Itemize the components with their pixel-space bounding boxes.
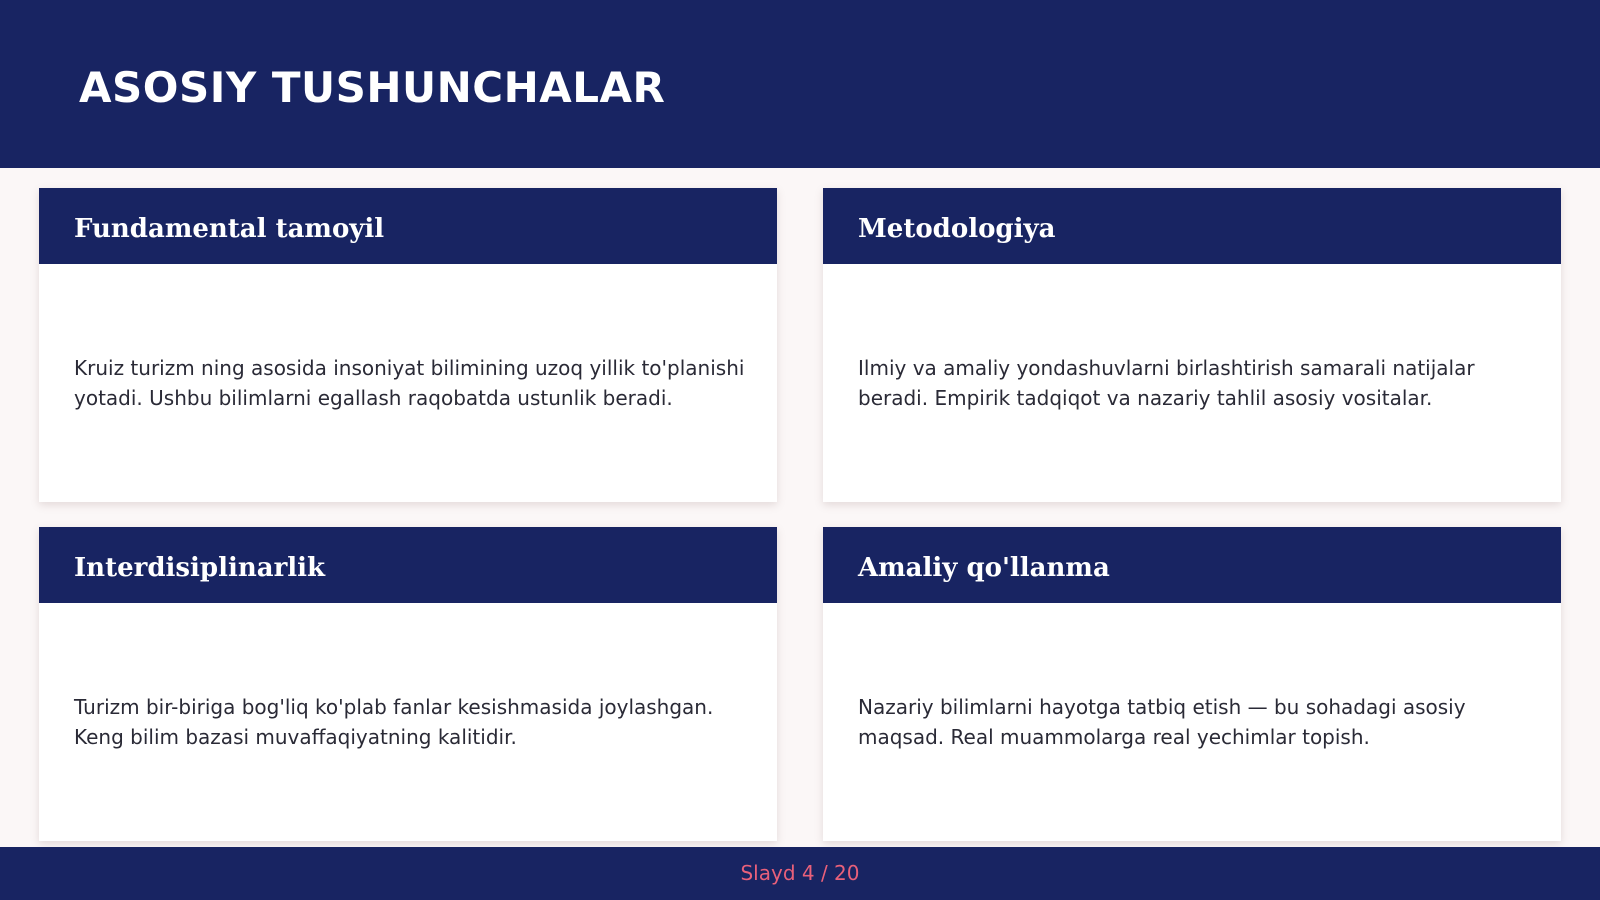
slide-footer — [0, 847, 1600, 900]
page-title: ASOSIY TUSHUNCHALAR — [79, 63, 666, 112]
card-body — [74, 264, 754, 502]
card-body — [858, 264, 1538, 502]
card-fundamental-tamoyil — [39, 188, 777, 502]
card-amaliy-qollanma — [823, 527, 1561, 841]
card-text: Nazariy bilimlarni hayotga tatbiq etish — bu sohadagi asosiy maqsad. Real muammolarga real yechimlar topish. — [858, 695, 1466, 749]
card-title: Amaliy qo'llanma — [858, 553, 1110, 583]
card-header — [39, 188, 777, 264]
card-header — [823, 188, 1561, 264]
card-body — [74, 603, 754, 841]
slide-header — [0, 0, 1600, 168]
card-title: Metodologiya — [858, 214, 1056, 244]
card-title: Interdisiplinarlik — [74, 553, 326, 583]
card-metodologiya — [823, 188, 1561, 502]
card-text: Kruiz turizm ning asosida insoniyat bilimining uzoq yillik to'planishi yotadi. Ushbu bilimlarni egallash raqobatda ustunlik beradi. — [74, 356, 745, 410]
slide-counter: Slayd 4 / 20 — [740, 861, 860, 885]
card-title: Fundamental tamoyil — [74, 214, 385, 244]
card-interdisiplinarlik — [39, 527, 777, 841]
card-header — [823, 527, 1561, 603]
card-body — [858, 603, 1538, 841]
card-text: Turizm bir-biriga bog'liq ko'plab fanlar kesishmasida joylashgan. Keng bilim bazasi muvaffaqiyatning kalitidir. — [74, 695, 714, 749]
card-text: Ilmiy va amaliy yondashuvlarni birlashtirish samarali natijalar beradi. Empirik tadqiqot va nazariy tahlil asosiy vositalar. — [858, 356, 1475, 410]
card-header — [39, 527, 777, 603]
